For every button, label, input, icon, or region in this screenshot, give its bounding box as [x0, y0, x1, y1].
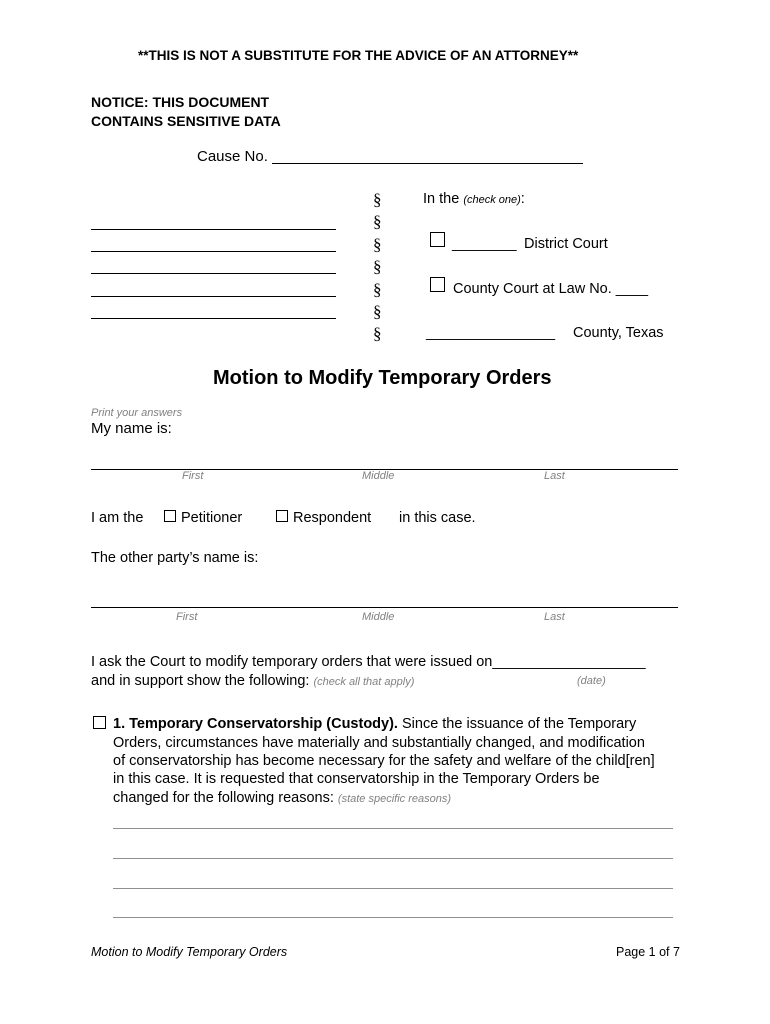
- footer-page-number: Page 1 of 7: [616, 945, 680, 959]
- section-symbol: §: [373, 190, 382, 209]
- district-court-checkbox[interactable]: [430, 232, 445, 247]
- in-the-label: In the: [423, 191, 460, 207]
- notice-line-1: NOTICE: THIS DOCUMENT: [91, 94, 270, 110]
- reason-line[interactable]: [113, 828, 673, 829]
- court-in-the: [423, 191, 525, 207]
- other-party-middle-label: Middle: [362, 611, 395, 623]
- in-this-case-label: in this case.: [399, 510, 476, 526]
- other-party-last-label: Last: [544, 611, 565, 623]
- notice-line-2: CONTAINS SENSITIVE DATA: [91, 113, 281, 129]
- my-name-label: My name is:: [91, 420, 172, 437]
- other-party-first-label: First: [176, 611, 198, 623]
- respondent-checkbox[interactable]: [276, 510, 288, 522]
- other-party-name-field[interactable]: [91, 607, 678, 608]
- county-court-checkbox[interactable]: [430, 277, 445, 292]
- check-all-hint: (check all that apply): [313, 676, 415, 688]
- section-symbol: §: [373, 302, 382, 321]
- page-title: Motion to Modify Temporary Orders: [213, 367, 552, 389]
- check-one-hint: (check one): [463, 194, 521, 206]
- item1-line-4: in this case. It is requested that conservatorship in the Temporary Orders be: [113, 771, 600, 787]
- reason-line[interactable]: [113, 858, 673, 859]
- party-line[interactable]: [91, 251, 336, 252]
- colon: :: [520, 191, 525, 207]
- section-symbol: §: [373, 280, 382, 299]
- district-court-label: District Court: [524, 236, 608, 252]
- ask-court-line-1: I ask the Court to modify temporary orders that were issued on___________________: [91, 654, 646, 670]
- party-line[interactable]: [91, 318, 336, 319]
- footer-title: Motion to Modify Temporary Orders: [91, 945, 288, 959]
- county-blank[interactable]: ________________: [426, 325, 556, 341]
- party-line[interactable]: [91, 273, 336, 274]
- item1-line-2: Orders, circumstances have materially and substantially changed, and modification: [113, 735, 645, 751]
- county-court-label: County Court at Law No. ____: [453, 281, 649, 297]
- item1-line-1: [113, 716, 636, 732]
- ask-support-text: and in support show the following:: [91, 673, 310, 689]
- section-symbol: §: [373, 212, 382, 231]
- petitioner-label: Petitioner: [181, 510, 243, 526]
- disclaimer: **THIS IS NOT A SUBSTITUTE FOR THE ADVICE OF AN ATTORNEY**: [138, 48, 579, 63]
- section-symbol: §: [373, 257, 382, 276]
- petitioner-checkbox[interactable]: [164, 510, 176, 522]
- my-name-first-label: First: [182, 470, 204, 482]
- item1-text-1: Since the issuance of the Temporary: [397, 716, 637, 732]
- date-hint: (date): [577, 675, 606, 687]
- temporary-conservatorship-checkbox[interactable]: [93, 716, 106, 729]
- cause-number-field[interactable]: [272, 163, 583, 164]
- item1-heading: 1. Temporary Conservatorship (Custody).: [113, 716, 398, 732]
- item1-text-5: changed for the following reasons:: [113, 790, 334, 806]
- district-court-blank[interactable]: ________: [452, 236, 517, 252]
- ask-court-line-2: [91, 673, 414, 689]
- item1-line-5: [113, 790, 451, 806]
- reason-line[interactable]: [113, 917, 673, 918]
- section-symbol: §: [373, 324, 382, 343]
- respondent-label: Respondent: [293, 510, 372, 526]
- reason-line[interactable]: [113, 888, 673, 889]
- item1-line-3: of conservatorship has become necessary for the safety and welfare of the child[ren]: [113, 753, 655, 769]
- party-line[interactable]: [91, 229, 336, 230]
- print-answers-hint: Print your answers: [91, 407, 183, 419]
- section-symbol: §: [373, 235, 382, 254]
- county-texas-label: County, Texas: [573, 325, 664, 341]
- cause-number-label: Cause No.: [197, 148, 268, 165]
- my-name-last-label: Last: [544, 470, 565, 482]
- other-party-label: The other party’s name is:: [91, 550, 259, 566]
- state-reasons-hint: (state specific reasons): [337, 793, 452, 805]
- my-name-middle-label: Middle: [362, 470, 395, 482]
- i-am-the-label: I am the: [91, 510, 144, 526]
- party-line[interactable]: [91, 296, 336, 297]
